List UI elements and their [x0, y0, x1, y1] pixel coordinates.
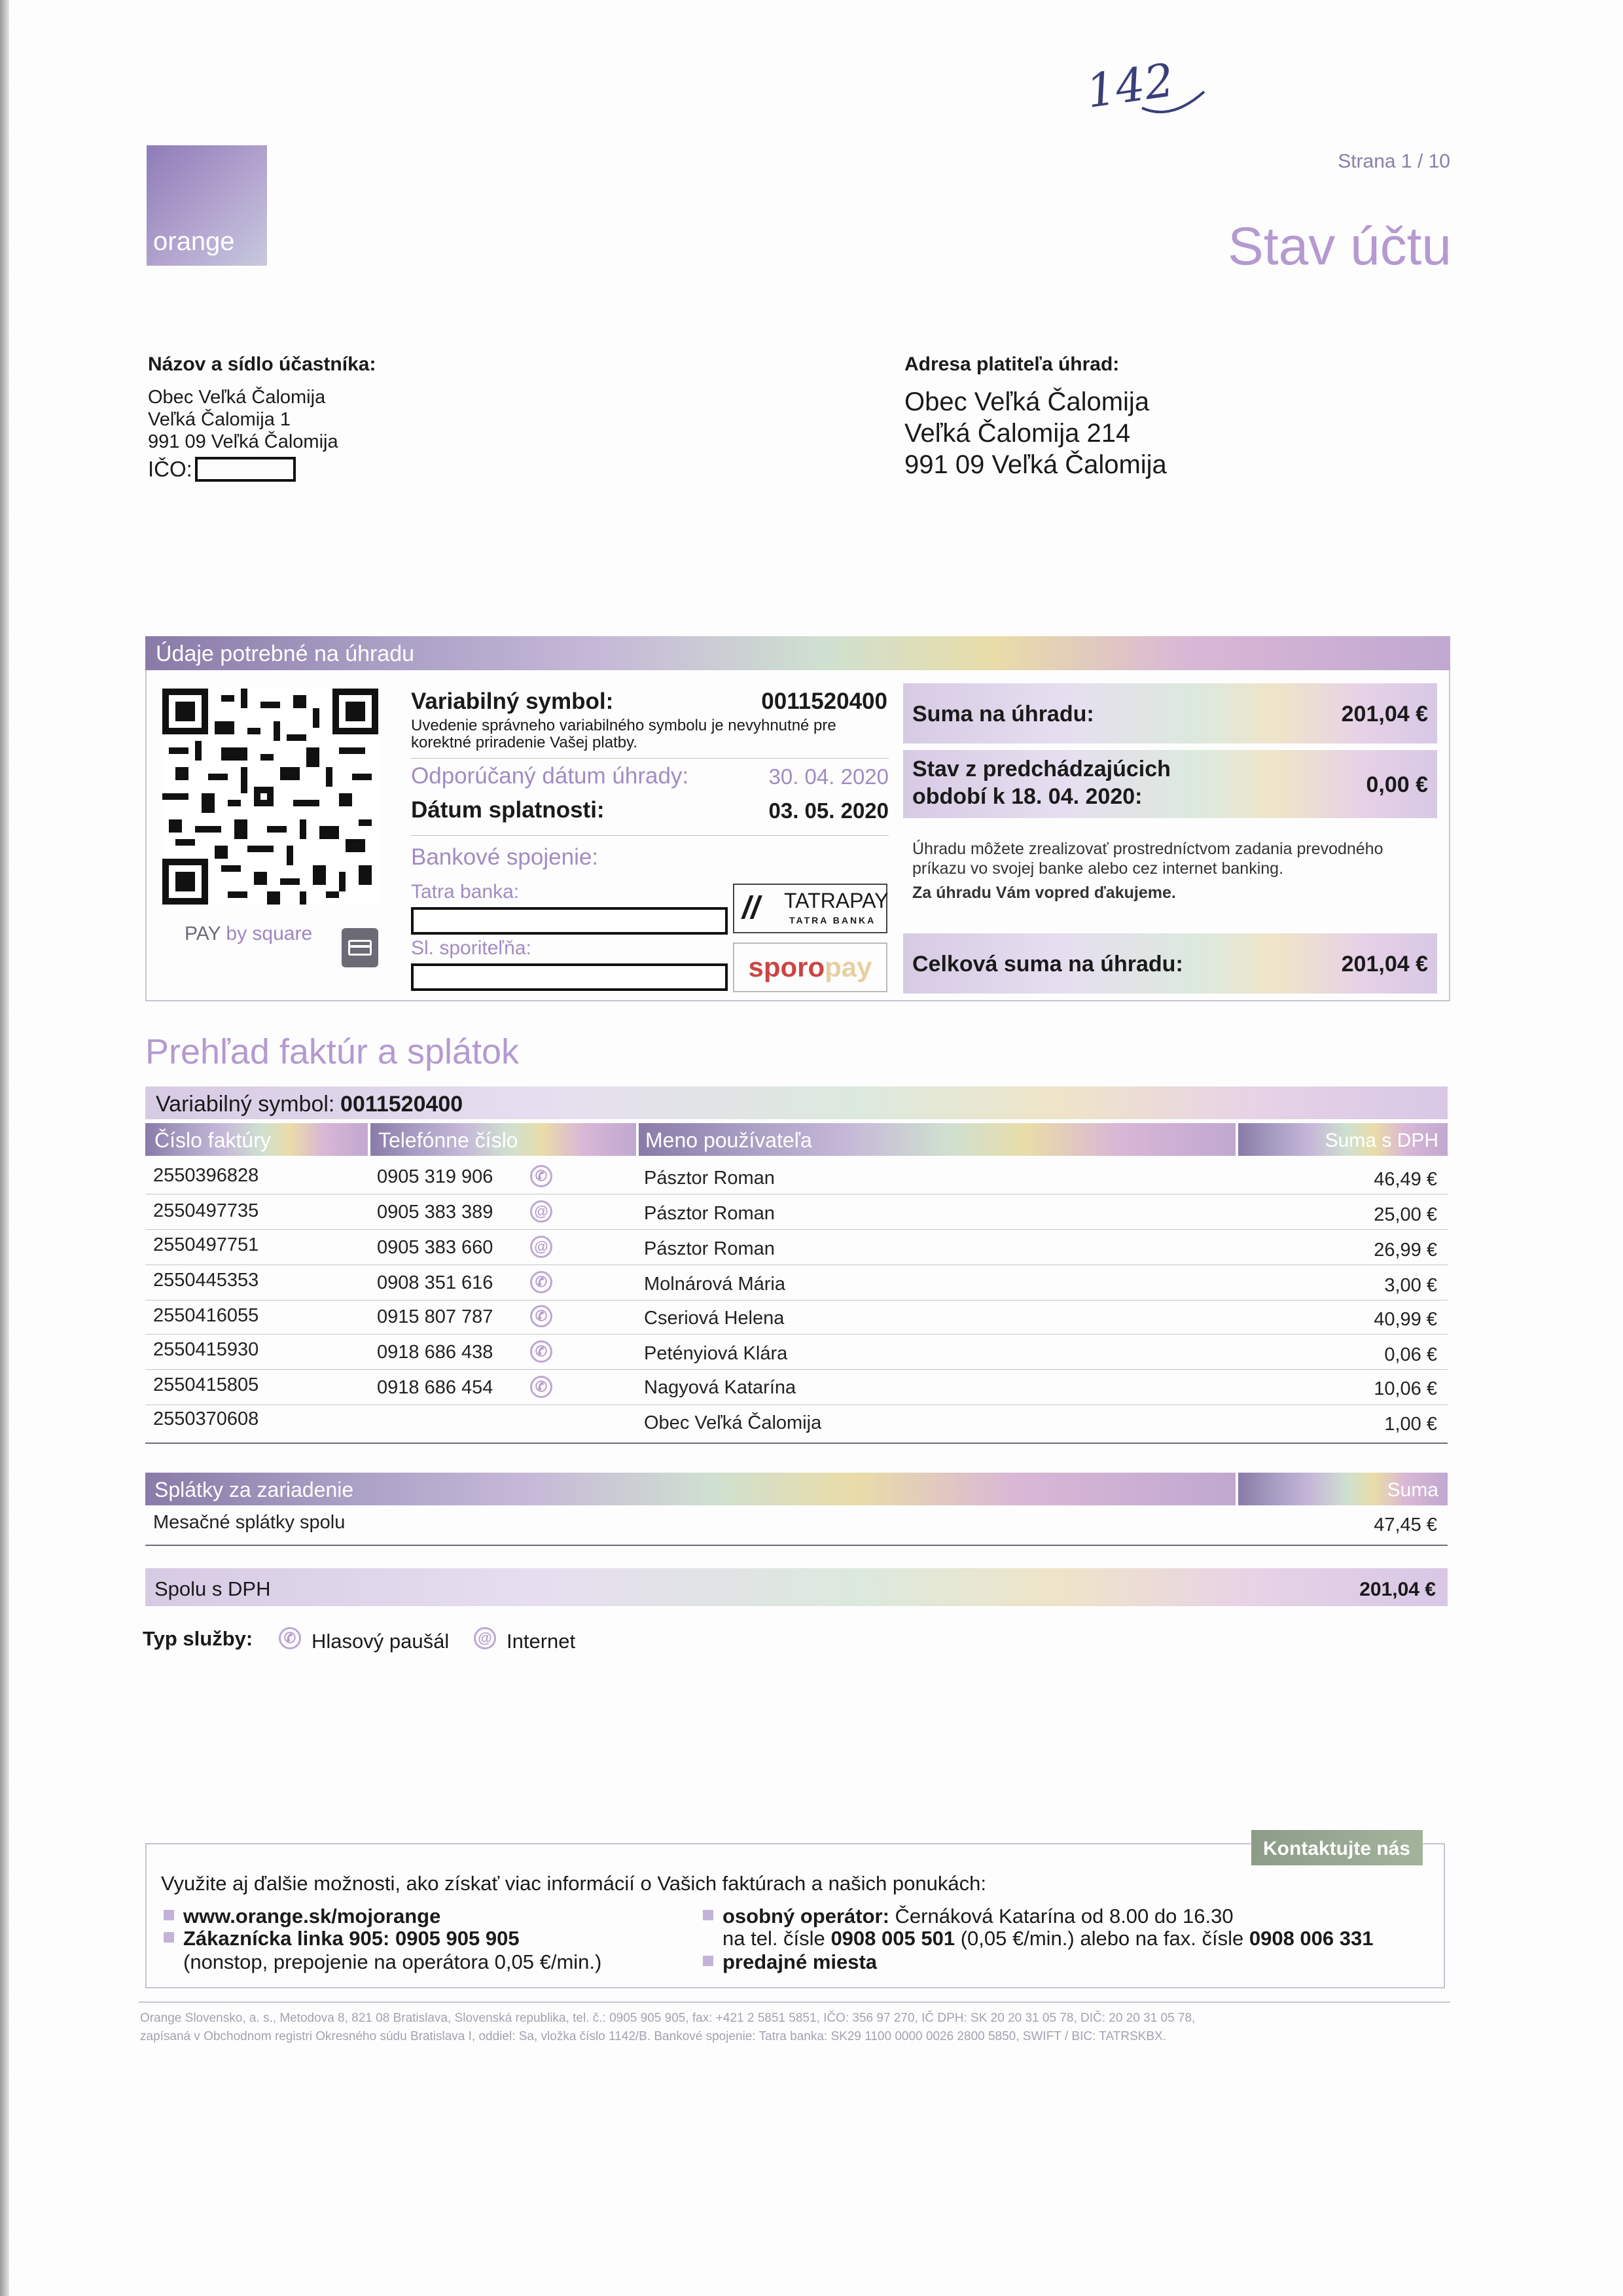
recommended-date-label: Odporúčaný dátum úhrady:: [411, 763, 689, 789]
cell-phone: 0905 383 660: [377, 1237, 493, 1258]
installments-row-label: Mesačné splátky spolu: [153, 1512, 346, 1533]
qr-code: [162, 689, 378, 905]
handwritten-mark: 142: [1082, 53, 1177, 118]
contact-hotline: Zákaznícka linka 905: 0905 905 905: [183, 1927, 520, 1950]
contact-operator: [722, 1905, 1234, 1928]
subscriber-street: Veľká Čalomija 1: [148, 409, 291, 430]
contact-web: www.orange.sk/mojorange: [183, 1905, 441, 1928]
internet-service-icon: @: [530, 1200, 552, 1223]
contact-hotline-note: (nonstop, prepojenie na operátora 0,05 €/min.): [183, 1950, 602, 1973]
total-value: 201,04 €: [1341, 952, 1428, 977]
bullet: [703, 1910, 713, 1920]
subscriber-name: Obec Veľká Čalomija: [148, 387, 326, 408]
installments-sum-header: [1238, 1473, 1448, 1505]
cell-phone: 0905 319 906: [377, 1166, 493, 1187]
total-box: [903, 933, 1437, 994]
bullet: [164, 1932, 174, 1943]
internet-service-legend: Internet: [507, 1630, 576, 1653]
cell-phone: 0905 383 389: [377, 1202, 493, 1223]
cell-amount: 3,00 €: [1384, 1275, 1437, 1296]
scan-edge: [0, 0, 9, 2296]
footer-rule: [139, 2001, 1450, 2003]
contact-intro: Využite aj ďalšie možnosti, ako získať viac informácií o Vašich faktúrach a našich ponukách:: [161, 1872, 986, 1895]
payer-city: 991 09 Veľká Čalomija: [904, 450, 1167, 479]
footer-line-1: Orange Slovensko, a. s., Metodova 8, 821 08 Bratislava, Slovenská republika, tel. č.: 0905 905 905, fax: +421 2 5851 5851, IČO: 356 97 270, IČ DPH: SK 20 20 31 05 78, DIČ: 20 20 31 05 78,: [140, 2011, 1196, 2025]
tatra-label: Tatra banka:: [411, 881, 520, 903]
cell-invoice: 2550370608: [153, 1408, 259, 1429]
service-type-label: Typ služby:: [143, 1627, 253, 1650]
thanks-text: Za úhradu Vám vopred ďakujeme.: [912, 884, 1176, 902]
cell-phone: 0908 351 616: [377, 1272, 493, 1293]
total-label: Celková suma na úhradu:: [912, 952, 1183, 977]
cell-phone: 0918 686 438: [377, 1342, 493, 1363]
overview-vs-value: 0011520400: [340, 1092, 463, 1117]
payment-section-title: Údaje potrebné na úhradu: [156, 641, 415, 666]
cell-user: Obec Veľká Čalomija: [644, 1412, 822, 1433]
footer-line-2: zapísaná v Obchodnom registri Okresného súdu Bratislava I, oddiel: Sa, vložka číslo 1142/B. Bankové spojenie: Tatra banka: SK29 1100 0000 0026 2800 5850, SWIFT / BIC: TATRSKBX.: [140, 2030, 1167, 2043]
overview-vs-label: Variabilný symbol:: [156, 1092, 335, 1117]
bank-label: Bankové spojenie:: [411, 844, 599, 870]
cell-invoice: 2550497751: [153, 1234, 259, 1255]
col-header-user: [639, 1123, 1236, 1156]
slsp-account-redaction: [411, 963, 728, 991]
divider: [411, 758, 889, 759]
voice-service-icon: ✆: [530, 1376, 552, 1398]
subscriber-city: 991 09 Veľká Čalomija: [148, 431, 338, 452]
col-header-user-label: Meno používateľa: [645, 1128, 812, 1152]
col-header-phone: [370, 1123, 636, 1156]
payer-block: [904, 353, 1167, 480]
ico-label: IČO:: [148, 457, 192, 481]
cell-amount: 0,06 €: [1384, 1344, 1437, 1365]
installments-rule: [145, 1545, 1448, 1546]
tatra-account-redaction: [411, 907, 728, 935]
divider: [411, 835, 889, 836]
previous-balance-value: 0,00 €: [1366, 772, 1428, 797]
cell-invoice: 2550497735: [153, 1200, 259, 1221]
recommended-date-value: 30. 04. 2020: [768, 764, 889, 789]
bullet: [164, 1910, 174, 1920]
voice-service-icon: ✆: [279, 1627, 301, 1649]
vs-value: 0011520400: [761, 689, 887, 714]
tatrapay-logo: [733, 884, 887, 933]
sum-box: [903, 683, 1437, 744]
contact-shops: predajné miesta: [722, 1950, 878, 1973]
pay-by-square-a: PAY: [185, 923, 221, 944]
overview-vs-bar: [145, 1086, 1448, 1119]
cell-amount: 26,99 €: [1374, 1240, 1437, 1261]
subscriber-label: Názov a sídlo účastníka:: [148, 353, 376, 375]
subscriber-block: [148, 353, 376, 482]
cell-phone: 0918 686 454: [377, 1377, 493, 1398]
previous-balance-label: Stav z predchádzajúcich období k 18. 04. 2020:: [912, 757, 1171, 809]
operator-fax: 0908 006 331: [1249, 1927, 1374, 1950]
handwritten-underline: [1139, 79, 1211, 118]
col-header-amount-label: Suma s DPH: [1325, 1130, 1438, 1151]
internet-service-icon: @: [474, 1627, 496, 1649]
sporopay-logo: [733, 942, 887, 992]
contact-badge: [1251, 1830, 1423, 1865]
internet-service-icon: @: [530, 1236, 552, 1258]
pay-by-square-b: by square: [226, 923, 313, 944]
sum-value: 201,04 €: [1341, 702, 1428, 726]
pay-by-square-logo: [185, 923, 312, 945]
sum-label: Suma na úhradu:: [912, 702, 1094, 726]
logo-text: orange: [153, 227, 235, 256]
previous-balance-box: [903, 750, 1437, 818]
tatrapay-text: TATRAPAY: [784, 889, 889, 912]
operator-line2-a: na tel. čísle: [722, 1927, 825, 1950]
tatrapay-slash: //: [742, 891, 760, 925]
voice-service-icon: ✆: [530, 1165, 552, 1187]
installments-header: [145, 1473, 1236, 1505]
voice-service-icon: ✆: [530, 1340, 552, 1363]
overview-title: Prehľad faktúr a splátok: [145, 1032, 520, 1071]
installments-row-value: 47,45 €: [1374, 1515, 1437, 1535]
payment-info-text: Úhradu môžete zrealizovať prostredníctvom zadania prevodného príkazu vo svojej banke alebo cez internet banking.: [912, 840, 1383, 878]
cell-user: Pásztor Roman: [644, 1238, 775, 1259]
col-header-invoice: [145, 1123, 368, 1156]
grand-total-value: 201,04 €: [1359, 1579, 1436, 1600]
sporopay-b: pay: [825, 952, 872, 982]
cell-user: Petényiová Klára: [644, 1343, 788, 1364]
cell-invoice: 2550415805: [153, 1374, 259, 1395]
col-header-invoice-label: Číslo faktúry: [154, 1128, 271, 1152]
page-title: Stav účtu: [1228, 217, 1452, 276]
due-date-value: 03. 05. 2020: [768, 798, 889, 823]
row-divider: [145, 1369, 1448, 1370]
payment-section-header: [145, 636, 1450, 670]
ico-redaction: [195, 457, 296, 482]
cell-user: Cseriová Helena: [644, 1308, 785, 1329]
cell-amount: 25,00 €: [1374, 1204, 1437, 1225]
cell-amount: 1,00 €: [1384, 1414, 1437, 1435]
card-icon: [342, 928, 378, 967]
vs-label: Variabilný symbol:: [411, 689, 614, 714]
row-divider: [145, 1229, 1448, 1230]
grand-total-bar: [145, 1568, 1448, 1606]
table-bottom-rule: [145, 1443, 1448, 1444]
cell-amount: 46,49 €: [1374, 1169, 1437, 1190]
slsp-label: Sl. sporiteľňa:: [411, 937, 531, 959]
contact-badge-label: Kontaktujte nás: [1263, 1838, 1411, 1859]
orange-logo: [147, 145, 267, 266]
due-date-label: Dátum splatnosti:: [411, 797, 605, 823]
operator-label: osobný operátor:: [722, 1905, 889, 1928]
cell-amount: 10,06 €: [1374, 1378, 1437, 1399]
sporopay-a: sporo: [748, 952, 825, 982]
cell-amount: 40,99 €: [1374, 1309, 1437, 1330]
cell-invoice: 2550445353: [153, 1270, 259, 1291]
installments-sum-label: Suma: [1387, 1479, 1438, 1501]
voice-service-legend: Hlasový paušál: [312, 1630, 450, 1653]
operator-tel: 0908 005 501: [830, 1927, 955, 1950]
payer-label: Adresa platiteľa úhrad:: [904, 353, 1120, 375]
cell-user: Pásztor Roman: [644, 1168, 775, 1189]
cell-invoice: 2550415930: [153, 1339, 259, 1360]
tatrapay-sub: TATRA BANKA: [789, 915, 876, 925]
vs-note: Uvedenie správneho variabilného symbolu je nevyhnutné pre korektné priradenie Vašej platby.: [411, 717, 836, 751]
payer-name: Obec Veľká Čalomija: [904, 387, 1150, 416]
cell-user: Nagyová Katarína: [644, 1377, 796, 1398]
operator-value: Černáková Katarína od 8.00 do 16.30: [895, 1905, 1234, 1928]
col-header-phone-label: Telefónne číslo: [378, 1128, 518, 1152]
col-header-amount: [1238, 1123, 1448, 1156]
grand-total-label: Spolu s DPH: [154, 1577, 271, 1600]
cell-phone: 0915 807 787: [377, 1306, 493, 1327]
bullet: [703, 1956, 713, 1966]
cell-user: Pásztor Roman: [644, 1203, 775, 1224]
row-divider: [145, 1334, 1448, 1335]
voice-service-icon: ✆: [530, 1305, 552, 1327]
payer-street: Veľká Čalomija 214: [904, 419, 1131, 448]
installments-title: Splátky za zariadenie: [154, 1478, 354, 1501]
cell-user: Molnárová Mária: [644, 1274, 785, 1295]
cell-invoice: 2550416055: [153, 1305, 259, 1326]
cell-invoice: 2550396828: [153, 1165, 259, 1186]
page-indicator: Strana 1 / 10: [1338, 151, 1450, 172]
voice-service-icon: ✆: [530, 1271, 552, 1293]
contact-operator-line2: [722, 1927, 1373, 1950]
operator-line2-b: (0,05 €/min.) alebo na fax. čísle: [960, 1927, 1244, 1950]
